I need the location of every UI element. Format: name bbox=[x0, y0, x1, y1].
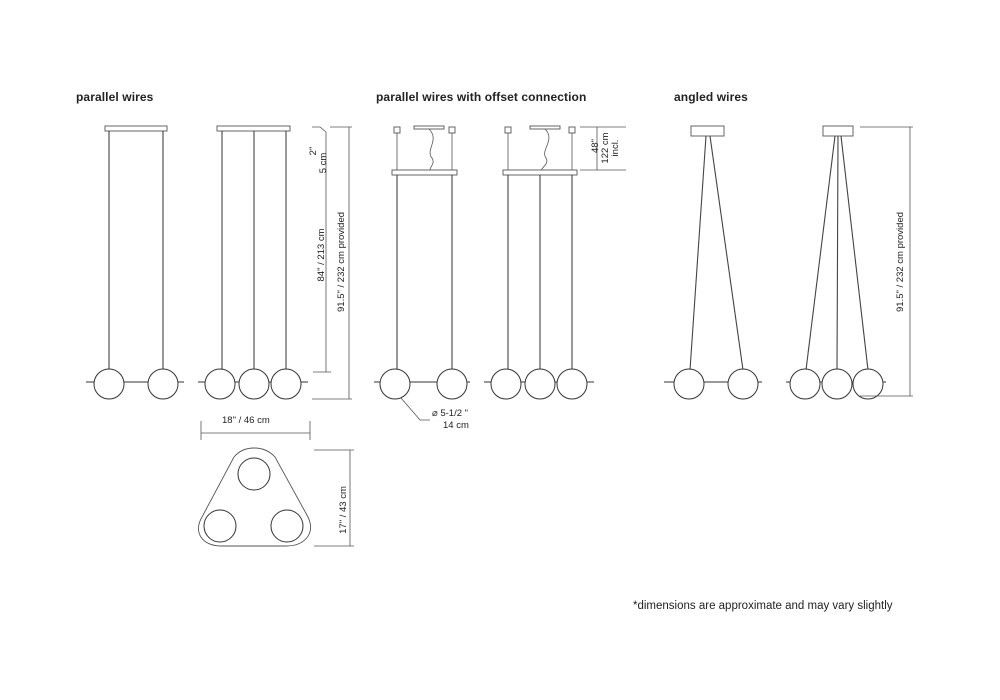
globe bbox=[437, 369, 467, 399]
offset-length-metric: 122 cm bbox=[600, 132, 611, 164]
junction-plate bbox=[414, 126, 444, 129]
junction-plate bbox=[530, 126, 560, 129]
angled-cable-provided: 91.5" / 232 cm provided bbox=[895, 211, 906, 313]
globe-top-view bbox=[204, 510, 236, 542]
canopy-height-imperial: 2" bbox=[308, 146, 319, 156]
offset-length-imperial: 48" bbox=[590, 139, 601, 153]
canopy bbox=[691, 126, 724, 136]
canopy bbox=[105, 126, 167, 131]
globe bbox=[239, 369, 269, 399]
ceiling-anchor bbox=[394, 127, 400, 133]
power-cord bbox=[541, 129, 549, 172]
angled-three-pendant bbox=[786, 126, 886, 399]
parallel-dimension-lines bbox=[308, 127, 352, 399]
footnote: *dimensions are approximate and may vary slightly bbox=[633, 600, 893, 612]
ceiling-anchor bbox=[449, 127, 455, 133]
canopy-depth: 17" / 43 cm bbox=[338, 486, 349, 534]
globe bbox=[853, 369, 883, 399]
parallel-three-pendant bbox=[198, 126, 308, 399]
globe bbox=[271, 369, 301, 399]
globe bbox=[94, 369, 124, 399]
angled-dimension-lines bbox=[860, 127, 913, 396]
drop-length: 84" / 213 cm bbox=[316, 228, 327, 282]
globe-top-view bbox=[238, 458, 270, 490]
globe bbox=[822, 369, 852, 399]
canopy-height-metric: 5 cm bbox=[318, 152, 329, 174]
heading-angled-wires: angled wires bbox=[674, 90, 748, 104]
heading-parallel-wires: parallel wires bbox=[76, 90, 154, 104]
ceiling-anchor bbox=[505, 127, 511, 133]
globe bbox=[148, 369, 178, 399]
globe bbox=[491, 369, 521, 399]
globe-diameter-metric: 14 cm bbox=[443, 420, 469, 431]
offset-three-pendant bbox=[484, 126, 594, 399]
offset-length-note: incl. bbox=[610, 139, 621, 157]
canopy bbox=[823, 126, 853, 136]
globe bbox=[380, 369, 410, 399]
cable-provided: 91.5" / 232 cm provided bbox=[336, 211, 347, 313]
power-cord bbox=[429, 129, 433, 172]
offset-dimension-lines bbox=[580, 127, 626, 170]
offset-two-pendant bbox=[374, 126, 470, 431]
parallel-two-pendant bbox=[86, 126, 184, 399]
globe-leader-line bbox=[401, 398, 430, 420]
top-view-canopy bbox=[198, 415, 354, 546]
globe bbox=[728, 369, 758, 399]
offset-bar bbox=[503, 170, 577, 175]
globe-diameter-imperial: ⌀ 5-1/2 " bbox=[432, 408, 469, 419]
offset-bar bbox=[392, 170, 457, 175]
globe bbox=[205, 369, 235, 399]
ceiling-anchor bbox=[569, 127, 575, 133]
angled-two-pendant bbox=[664, 126, 762, 399]
globe bbox=[790, 369, 820, 399]
globe bbox=[557, 369, 587, 399]
globe bbox=[525, 369, 555, 399]
canopy-width: 18" / 46 cm bbox=[222, 415, 270, 426]
globe bbox=[674, 369, 704, 399]
globe-top-view bbox=[271, 510, 303, 542]
canopy bbox=[217, 126, 290, 131]
heading-offset-connection: parallel wires with offset connection bbox=[376, 90, 587, 104]
